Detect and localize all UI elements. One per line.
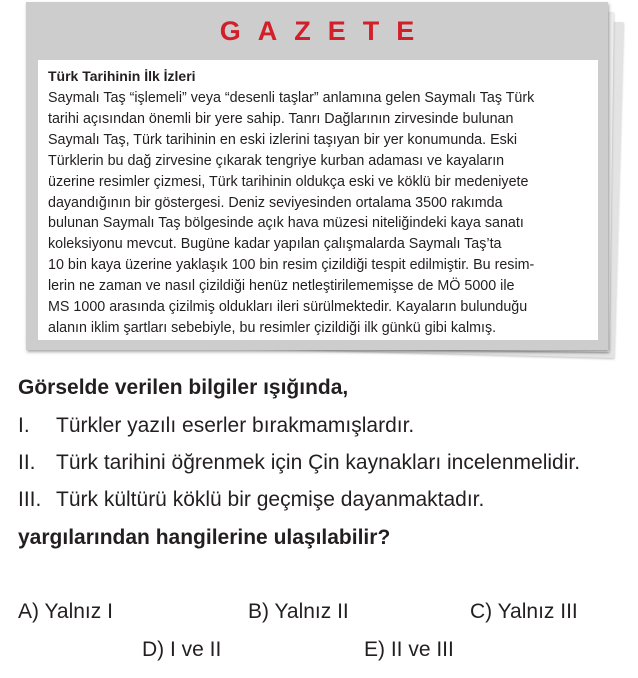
- article-line: Saymalı Taş “işlemeli” veya “desenli taşlar” anlamına gelen Saymalı Taş Türk: [48, 90, 535, 106]
- article-line: 10 bin kaya üzerine yaklaşık 100 bin resim çizildiği tespit edilmiştir. Bu resim-: [48, 257, 535, 274]
- option-e[interactable]: E) II ve III: [364, 638, 454, 661]
- question-lead: Görselde verilen bilgiler ışığında,: [18, 376, 349, 399]
- article-line: tarihi açısından önemli bir yere sahip. Tanrı Dağlarının zirvesinde bulunan: [48, 110, 514, 127]
- article-line: üzerine resimler çizmesi, Türk tarihinin oldukça eski ve köklü bir medeniyete: [48, 173, 529, 190]
- option-b[interactable]: B) Yalnız II: [248, 600, 349, 623]
- article-line: MS 1000 arasında çizilmiş oldukları ileri sürülmektedir. Kayaların bulunduğu: [48, 299, 528, 316]
- statement-number: III.: [18, 488, 42, 511]
- article-line: alanın iklim şartları sebebiyle, bu resimler çizildiği ilk günkü gibi kalmış.: [48, 319, 497, 336]
- statement-number: I.: [18, 414, 30, 437]
- article-line: bulunan Saymalı Taş bölgesinde açık hava müzesi niteliğindeki kaya sanatı: [48, 215, 524, 232]
- option-a[interactable]: A) Yalnız I: [18, 600, 113, 623]
- statement-text: Türkler yazılı eserler bırakmamışlardır.: [56, 414, 415, 437]
- article-line: lerin ne zaman ve nasıl çizildiği henüz netleştirilememişse de MÖ 5000 ile: [48, 278, 515, 295]
- statement-2: [18, 451, 580, 475]
- statement-3: [18, 488, 484, 512]
- question-ending: yargılarından hangilerine ulaşılabilir?: [18, 526, 391, 549]
- article-line: koleksiyonu mevcut. Bugüne kadar yapılan çalışmalarda Saymalı Taş’ta: [48, 236, 502, 253]
- statement-1: [18, 414, 414, 438]
- article-line: Saymalı Taş, Türk tarihinin en eski izlerini taşıyan bir yer konumunda. Eski: [48, 131, 518, 148]
- article-line: dayandığının bir göstergesi. Deniz seviyesinden ortalama 3500 rakımda: [48, 194, 503, 211]
- article-line: Türklerin bu dağ zirvesine çıkarak tengriye kurban adaması ve kayaların: [48, 152, 505, 169]
- option-c[interactable]: C) Yalnız III: [470, 600, 578, 623]
- statement-text: Türk kültürü köklü bir geçmişe dayanmaktadır.: [56, 488, 485, 511]
- article-title: Türk Tarihinin İlk İzleri: [48, 68, 196, 84]
- option-d[interactable]: D) I ve II: [142, 638, 222, 661]
- article-body: [48, 88, 596, 339]
- newspaper-masthead: GAZETE: [219, 16, 432, 46]
- statement-text: Türk tarihini öğrenmek için Çin kaynakları incelenmelidir.: [56, 451, 581, 474]
- statement-number: II.: [18, 451, 36, 474]
